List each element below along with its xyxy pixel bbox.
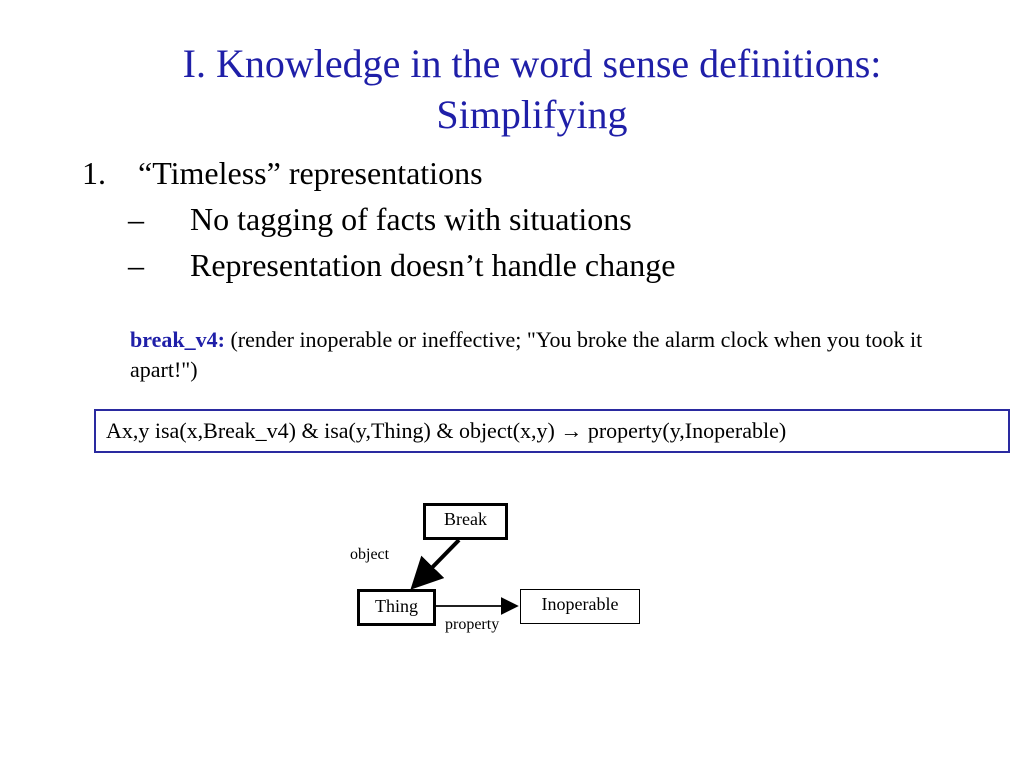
list-item-text: “Timeless” representations [138, 155, 483, 191]
definition-gloss: (render inoperable or ineffective; "You broke the alarm clock when you took it apart!") [130, 327, 923, 382]
object-edge [416, 540, 459, 584]
title-line-2: Simplifying [436, 92, 628, 137]
dash-marker: – [128, 201, 144, 237]
dash-marker: – [128, 247, 144, 283]
edge-label-object: object [350, 546, 390, 563]
edge-label-property: property [445, 616, 500, 633]
node-inoperable: Inoperable [520, 589, 640, 624]
title-line-1: I. Knowledge in the word sense definitions: [182, 41, 882, 86]
node-break: Break [423, 503, 508, 540]
sub-item-text: Representation doesn’t handle change [190, 247, 676, 283]
sub-item-text: No tagging of facts with situations [190, 201, 632, 237]
formula-text: Ax,y isa(x,Break_v4) & isa(y,Thing) & object(x,y) → property(y,Inoperable) [106, 418, 787, 443]
node-thing: Thing [357, 589, 436, 626]
list-item-number: 1. [82, 155, 106, 191]
definition-term: break_v4: [130, 327, 225, 352]
